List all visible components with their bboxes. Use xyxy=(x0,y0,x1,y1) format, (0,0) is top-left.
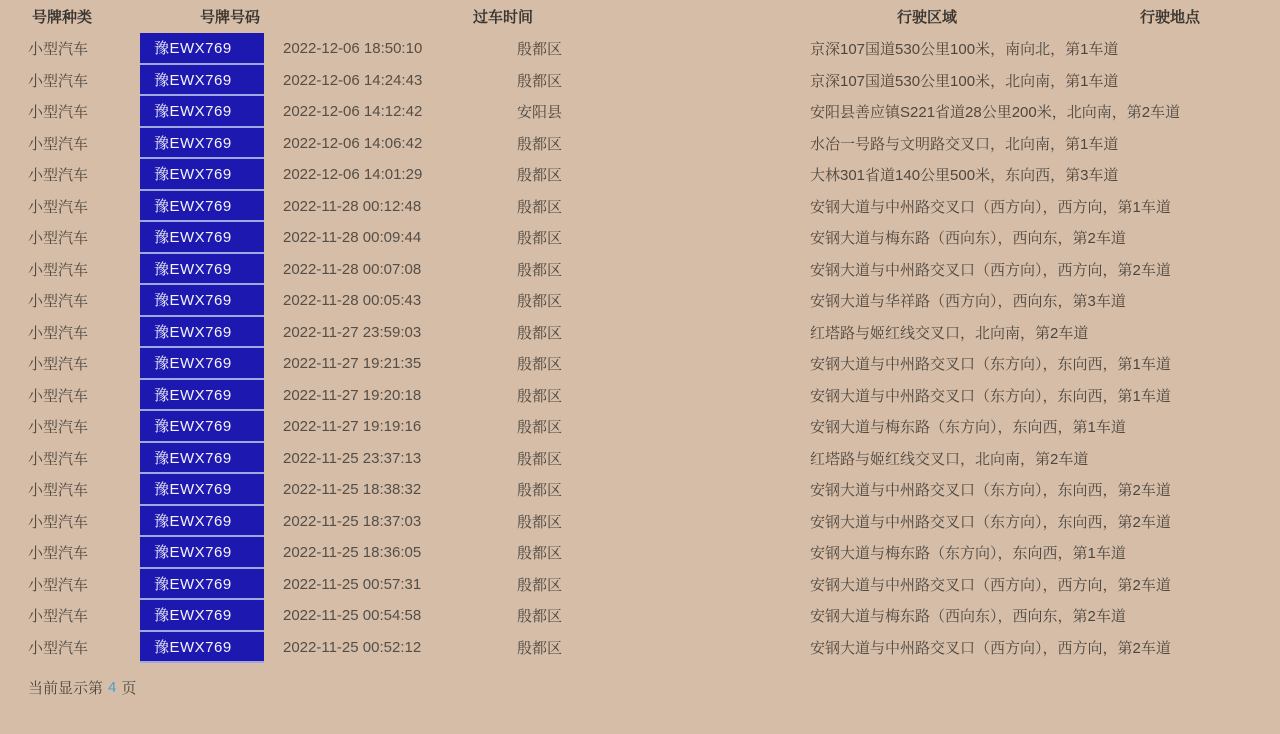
table-row xyxy=(0,65,1280,97)
plate-number-badge: 豫EWX769 xyxy=(140,159,264,191)
pass-time-cell: 2022-12-06 14:12:42 xyxy=(283,103,423,121)
table-header-cell: 行驶地点 xyxy=(1140,9,1201,26)
pass-time-cell: 2022-11-25 00:57:31 xyxy=(283,575,422,593)
plate-number-badge: 豫EWX769 xyxy=(140,348,264,380)
pass-time-cell: 2022-11-27 19:21:35 xyxy=(283,355,422,373)
table-row xyxy=(0,96,1280,128)
plate-type-cell: 小型汽车 xyxy=(28,261,89,279)
driving-region-cell: 殷都区 xyxy=(517,482,563,500)
driving-location-cell: 安钢大道与中州路交叉口（东方向），东向西，第1车道 xyxy=(810,387,1171,405)
table-row xyxy=(0,380,1280,412)
table-header-cell: 行驶区域 xyxy=(896,9,957,26)
plate-number-badge: 豫EWX769 xyxy=(140,569,264,601)
plate-type-cell: 小型汽车 xyxy=(28,513,89,531)
table-row xyxy=(0,348,1280,380)
pass-time-cell: 2022-11-27 23:59:03 xyxy=(283,323,422,341)
driving-location-cell: 京深107国道530公里100米，北向南，第1车道 xyxy=(810,72,1119,90)
pass-time-cell: 2022-11-28 00:05:43 xyxy=(283,292,422,310)
pass-time-cell: 2022-11-25 18:36:05 xyxy=(283,544,422,562)
plate-number-badge: 豫EWX769 xyxy=(140,317,264,349)
table-row xyxy=(0,632,1280,664)
pass-time-cell: 2022-12-06 14:01:29 xyxy=(283,166,423,184)
plate-number-badge: 豫EWX769 xyxy=(140,506,264,538)
plate-number-badge: 豫EWX769 xyxy=(140,33,264,65)
plate-type-cell: 小型汽车 xyxy=(28,230,89,248)
plate-type-cell: 小型汽车 xyxy=(28,167,89,185)
driving-location-cell: 安钢大道与梅东路（西向东），西向东，第2车道 xyxy=(810,230,1126,248)
driving-region-cell: 殷都区 xyxy=(517,230,563,248)
driving-region-cell: 殷都区 xyxy=(517,135,563,153)
plate-number-badge: 豫EWX769 xyxy=(140,254,264,286)
driving-location-cell: 安钢大道与中州路交叉口（东方向），东向西，第1车道 xyxy=(810,356,1171,374)
plate-type-cell: 小型汽车 xyxy=(28,135,89,153)
plate-type-cell: 小型汽车 xyxy=(28,104,89,122)
driving-location-cell: 安钢大道与华祥路（西方向），西向东，第3车道 xyxy=(810,293,1126,311)
plate-number-badge: 豫EWX769 xyxy=(140,600,264,632)
table-row xyxy=(0,537,1280,569)
plate-number-badge: 豫EWX769 xyxy=(140,411,264,443)
driving-region-cell: 殷都区 xyxy=(517,261,563,279)
pass-time-cell: 2022-12-06 14:06:42 xyxy=(283,134,423,152)
pass-time-cell: 2022-11-25 00:52:12 xyxy=(283,638,422,656)
driving-location-cell: 安钢大道与梅东路（东方向），东向西，第1车道 xyxy=(810,545,1126,563)
plate-number-badge: 豫EWX769 xyxy=(140,128,264,160)
driving-region-cell: 殷都区 xyxy=(517,639,563,657)
table-header-cell: 号牌号码 xyxy=(199,9,260,26)
driving-location-cell: 红塔路与姬红线交叉口，北向南，第2车道 xyxy=(810,450,1089,468)
driving-location-cell: 安钢大道与中州路交叉口（东方向），东向西，第2车道 xyxy=(810,513,1171,531)
pass-time-cell: 2022-11-25 00:54:58 xyxy=(283,607,422,625)
pagination-status xyxy=(28,677,1280,698)
pass-time-cell: 2022-11-28 00:07:08 xyxy=(283,260,422,278)
driving-location-cell: 红塔路与姬红线交叉口，北向南，第2车道 xyxy=(810,324,1089,342)
table-row xyxy=(0,33,1280,65)
plate-type-cell: 小型汽车 xyxy=(28,419,89,437)
pass-time-cell: 2022-11-28 00:09:44 xyxy=(283,229,422,247)
table-row xyxy=(0,222,1280,254)
plate-type-cell: 小型汽车 xyxy=(28,324,89,342)
current-page-number[interactable]: 4 xyxy=(108,679,117,696)
pass-time-cell: 2022-12-06 14:24:43 xyxy=(283,71,423,89)
driving-location-cell: 安钢大道与中州路交叉口（西方向），西方向，第2车道 xyxy=(810,639,1171,657)
driving-region-cell: 殷都区 xyxy=(517,419,563,437)
plate-number-badge: 豫EWX769 xyxy=(140,285,264,317)
pass-time-cell: 2022-11-27 19:20:18 xyxy=(283,386,422,404)
driving-region-cell: 殷都区 xyxy=(517,167,563,185)
driving-region-cell: 安阳县 xyxy=(517,104,563,122)
table-header-cell: 过车时间 xyxy=(472,9,533,26)
driving-region-cell: 殷都区 xyxy=(517,513,563,531)
driving-region-cell: 殷都区 xyxy=(517,356,563,374)
driving-location-cell: 水冶一号路与文明路交叉口，北向南，第1车道 xyxy=(810,135,1119,153)
pagination-prefix: 当前显示第 xyxy=(28,680,104,697)
plate-type-cell: 小型汽车 xyxy=(28,450,89,468)
plate-type-cell: 小型汽车 xyxy=(28,576,89,594)
driving-region-cell: 殷都区 xyxy=(517,545,563,563)
plate-type-cell: 小型汽车 xyxy=(28,639,89,657)
plate-type-cell: 小型汽车 xyxy=(28,387,89,405)
driving-region-cell: 殷都区 xyxy=(517,450,563,468)
pass-time-cell: 2022-12-06 18:50:10 xyxy=(283,40,423,58)
driving-location-cell: 安钢大道与中州路交叉口（西方向），西方向，第2车道 xyxy=(810,261,1171,279)
plate-number-badge: 豫EWX769 xyxy=(140,380,264,412)
table-row xyxy=(0,443,1280,475)
plate-number-badge: 豫EWX769 xyxy=(140,474,264,506)
driving-region-cell: 殷都区 xyxy=(517,198,563,216)
plate-type-cell: 小型汽车 xyxy=(28,72,89,90)
driving-location-cell: 安钢大道与中州路交叉口（西方向），西方向，第2车道 xyxy=(810,576,1171,594)
driving-region-cell: 殷都区 xyxy=(517,608,563,626)
driving-region-cell: 殷都区 xyxy=(517,387,563,405)
plate-type-cell: 小型汽车 xyxy=(28,608,89,626)
plate-number-badge: 豫EWX769 xyxy=(140,65,264,97)
driving-region-cell: 殷都区 xyxy=(517,72,563,90)
driving-location-cell: 安钢大道与梅东路（东方向），东向西，第1车道 xyxy=(810,419,1126,437)
plate-type-cell: 小型汽车 xyxy=(28,41,89,59)
records-table xyxy=(0,33,1280,663)
pass-time-cell: 2022-11-25 18:38:32 xyxy=(283,481,422,499)
table-row xyxy=(0,254,1280,286)
driving-region-cell: 殷都区 xyxy=(517,324,563,342)
table-row xyxy=(0,569,1280,601)
table-row xyxy=(0,191,1280,223)
driving-region-cell: 殷都区 xyxy=(517,41,563,59)
plate-type-cell: 小型汽车 xyxy=(28,482,89,500)
plate-number-badge: 豫EWX769 xyxy=(140,222,264,254)
pagination-suffix: 页 xyxy=(121,680,137,697)
plate-type-cell: 小型汽车 xyxy=(28,198,89,216)
plate-type-cell: 小型汽车 xyxy=(28,356,89,374)
table-row xyxy=(0,285,1280,317)
driving-location-cell: 京深107国道530公里100米，南向北，第1车道 xyxy=(810,41,1119,59)
table-row xyxy=(0,317,1280,349)
plate-type-cell: 小型汽车 xyxy=(28,545,89,563)
plate-number-badge: 豫EWX769 xyxy=(140,537,264,569)
driving-location-cell: 安钢大道与中州路交叉口（西方向），西方向，第1车道 xyxy=(810,198,1171,216)
table-row xyxy=(0,411,1280,443)
table-row xyxy=(0,600,1280,632)
plate-number-badge: 豫EWX769 xyxy=(140,632,264,664)
driving-location-cell: 安阳县善应镇S221省道28公里200米，北向南，第2车道 xyxy=(810,104,1181,122)
pass-time-cell: 2022-11-25 18:37:03 xyxy=(283,512,422,530)
driving-location-cell: 大林301省道140公里500米，东向西，第3车道 xyxy=(810,167,1119,185)
plate-number-badge: 豫EWX769 xyxy=(140,443,264,475)
table-row xyxy=(0,128,1280,160)
table-row xyxy=(0,506,1280,538)
table-header-cell: 号牌种类 xyxy=(31,9,92,26)
pass-time-cell: 2022-11-27 19:19:16 xyxy=(283,418,422,436)
pass-time-cell: 2022-11-28 00:12:48 xyxy=(283,197,422,215)
table-header-row xyxy=(0,0,1280,33)
table-row xyxy=(0,159,1280,191)
driving-region-cell: 殷都区 xyxy=(517,293,563,311)
table-row xyxy=(0,474,1280,506)
driving-region-cell: 殷都区 xyxy=(517,576,563,594)
plate-number-badge: 豫EWX769 xyxy=(140,96,264,128)
pass-time-cell: 2022-11-25 23:37:13 xyxy=(283,449,422,467)
plate-type-cell: 小型汽车 xyxy=(28,293,89,311)
driving-location-cell: 安钢大道与梅东路（西向东），西向东，第2车道 xyxy=(810,608,1126,626)
plate-number-badge: 豫EWX769 xyxy=(140,191,264,223)
driving-location-cell: 安钢大道与中州路交叉口（东方向），东向西，第2车道 xyxy=(810,482,1171,500)
